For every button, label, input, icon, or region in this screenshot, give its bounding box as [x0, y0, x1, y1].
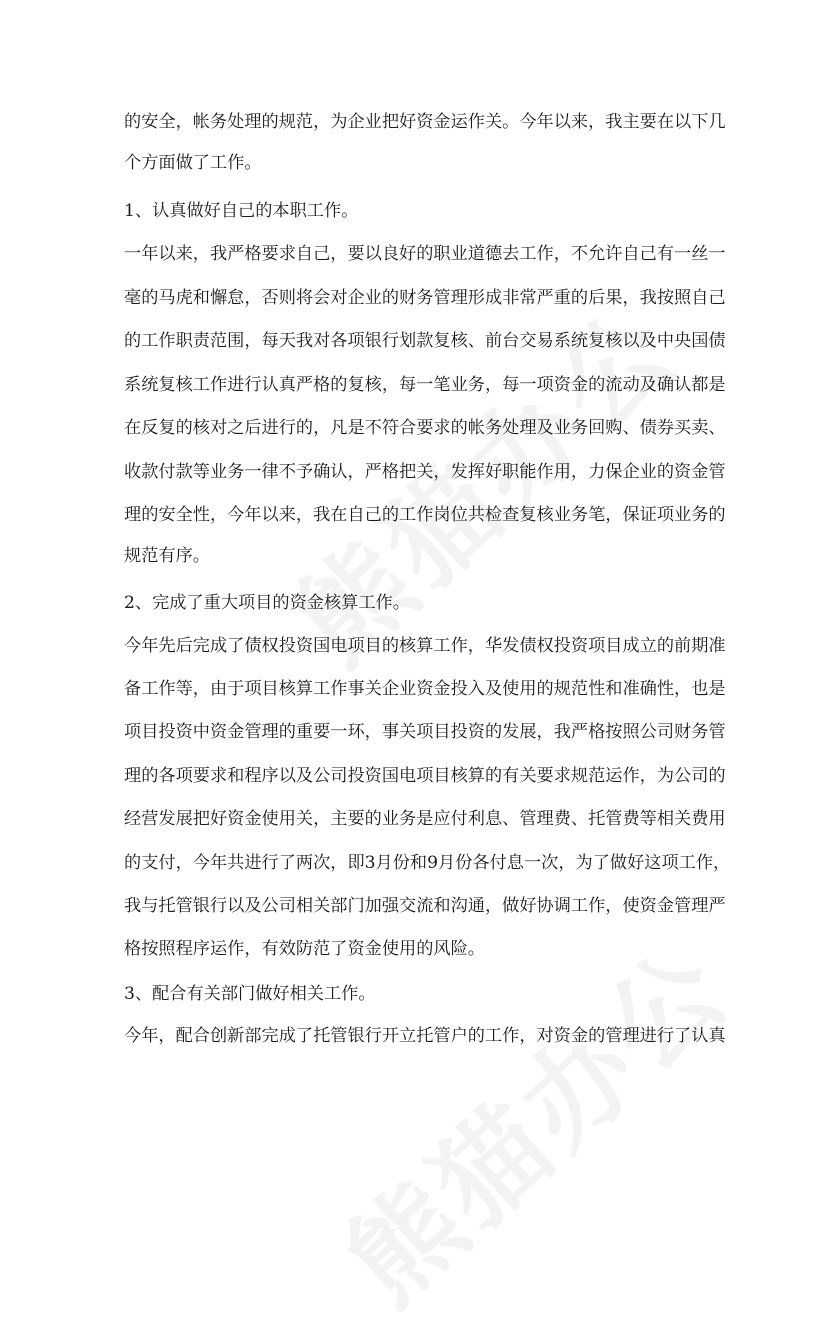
paragraph-line: 理的各项要求和程序以及公司投资国电项目核算的有关要求规范运作，为公司的 [124, 766, 726, 786]
paragraph-line: 的支付，今年共进行了两次，即3月份和9月份各付息一次，为了做好这项工作， [124, 853, 731, 873]
paragraph-line: 毫的马虎和懈怠，否则将会对企业的财务管理形成非常严重的后果，我按照自己 [124, 288, 726, 308]
paragraph-line: 系统复核工作进行认真严格的复核，每一笔业务，每一项资金的流动及确认都是 [124, 375, 726, 395]
paragraph-line: 经营发展把好资金使用关，主要的业务是应付利息、管理费、托管费等相关费用 [124, 809, 726, 829]
paragraph-line: 备工作等，由于项目核算工作事关企业资金投入及使用的规范性和准确性，也是 [124, 679, 726, 699]
paragraph-line: 我与托管银行以及公司相关部门加强交流和沟通，做好协调工作，使资金管理严 [124, 896, 726, 916]
paragraph-line: 一年以来，我严格要求自己，要以良好的职业道德去工作，不允许自己有一丝一 [124, 244, 726, 264]
watermark-text [307, 905, 758, 1333]
paragraph-line: 收款付款等业务一律不予确认，严格把关，发挥好职能作用，力保企业的资金管 [124, 462, 726, 482]
paragraph-line: 今年先后完成了债权投资国电项目的核算工作，华发债权投资项目成立的前期准 [124, 636, 726, 656]
section-heading: 1、认真做好自己的本职工作。 [124, 201, 359, 221]
paragraph-line: 在反复的核对之后进行的，凡是不符合要求的帐务处理及业务回购、债券买卖、 [124, 418, 726, 438]
paragraph-line: 理的安全性，今年以来，我在自己的工作岗位共检查复核业务笔，保证项业务的 [124, 505, 726, 525]
paragraph-line: 今年，配合创新部完成了托管银行开立托管户的工作，对资金的管理进行了认真 [124, 1026, 726, 1046]
paragraph-line: 的安全，帐务处理的规范，为企业把好资金运作关。今年以来，我主要在以下几 [124, 112, 726, 132]
paragraph-line: 个方面做了工作。 [124, 153, 262, 173]
section-heading: 3、配合有关部门做好相关工作。 [124, 984, 376, 1004]
paragraph-line: 的工作职责范围，每天我对各项银行划款复核、前台交易系统复核以及中央国债 [124, 331, 726, 351]
paragraph-line: 规范有序。 [124, 546, 210, 566]
paragraph-line: 格按照程序运作，有效防范了资金使用的风险。 [124, 939, 485, 959]
paragraph-line: 项目投资中资金管理的重要一环，事关项目投资的发展，我严格按照公司财务管 [124, 722, 726, 742]
section-heading: 2、完成了重大项目的资金核算工作。 [124, 593, 410, 613]
